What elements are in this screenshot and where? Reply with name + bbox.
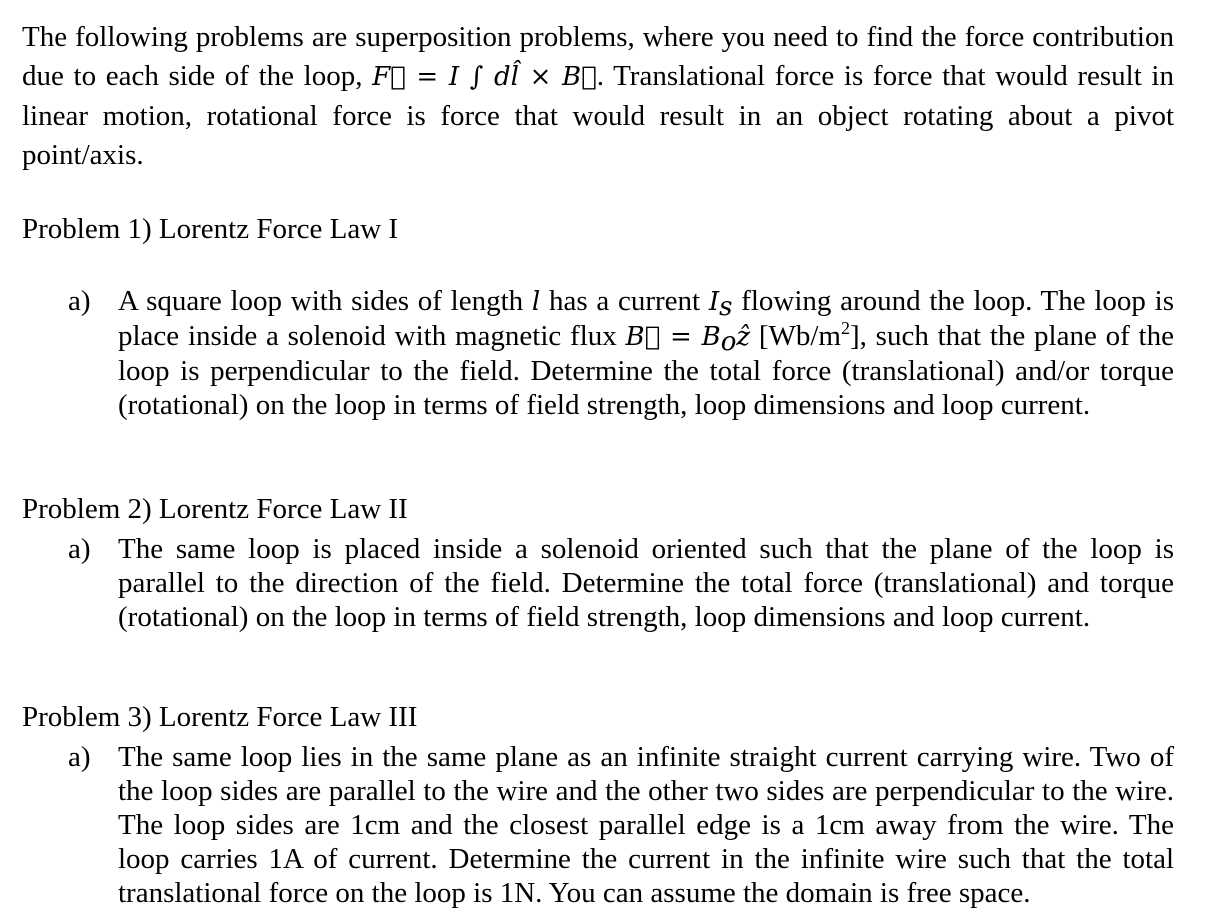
problem-1-text xyxy=(118,284,1174,422)
p1-var-l: l xyxy=(531,287,541,317)
list-marker: a) xyxy=(68,741,91,773)
intro-text-after: . Translational force is force that would result in linear motion, rotational force is force that would result in an object rotating about a pivot point/axis. xyxy=(22,60,1174,171)
list-marker: a) xyxy=(68,533,91,565)
p1-unit-sup: 2 xyxy=(840,318,850,338)
p1-text-b: has a current xyxy=(540,285,709,317)
p1-unit-text: [Wb/m xyxy=(750,320,841,352)
list-marker: a) xyxy=(68,285,91,317)
problem-2-text: The same loop is placed inside a solenoid oriented such that the plane of the loop is parallel to the direction of the field. Determine the total force (translational) and torque (rotational) on the loop in terms of field strength, loop dimensions and loop current. xyxy=(118,533,1174,633)
intro-paragraph xyxy=(22,18,1174,175)
problem-1-heading: Problem 1) Lorentz Force Law I xyxy=(22,213,399,245)
lorentz-force-formula: F⃗ = I ∫ dl̂ × B⃗ xyxy=(372,62,597,92)
p1-sub-s: s xyxy=(719,292,733,322)
p1-text-d: ], such that the plane of the loop is perpendicular to the field. Determine the total force (translational) and/or torque (rotational) on the loop in terms of field strength, loop dimensions and loop current. xyxy=(118,320,1174,421)
p1-field-formula: B⃗ = B xyxy=(625,322,721,352)
p1-text-a: A square loop with sides of length xyxy=(118,285,532,317)
p1-text-c: flowing around the loop. The loop is place inside a solenoid with magnetic flux xyxy=(118,285,1174,352)
p1-unit-vector: ẑ xyxy=(736,322,751,352)
p1-var-current: I xyxy=(708,287,720,317)
problem-3-heading: Problem 3) Lorentz Force Law III xyxy=(22,701,418,733)
intro-text-before: The following problems are superposition problems, where you need to find the force contribution due to each side of the loop, xyxy=(22,21,1174,92)
problem-2-heading: Problem 2) Lorentz Force Law II xyxy=(22,493,408,525)
problem-3-text: The same loop lies in the same plane as an infinite straight current carrying wire. Two of the loop sides are parallel to the wire and the other two sides are perpendicular to the wire. The loop sides are 1cm and the closest parallel edge is a 1cm away from the wire. The loop carries 1A of current. Determine the current in the infinite wire such that the total translational force on the loop is 1N. You can assume the domain is free space. xyxy=(118,741,1174,909)
p1-sub-o: o xyxy=(720,327,737,357)
